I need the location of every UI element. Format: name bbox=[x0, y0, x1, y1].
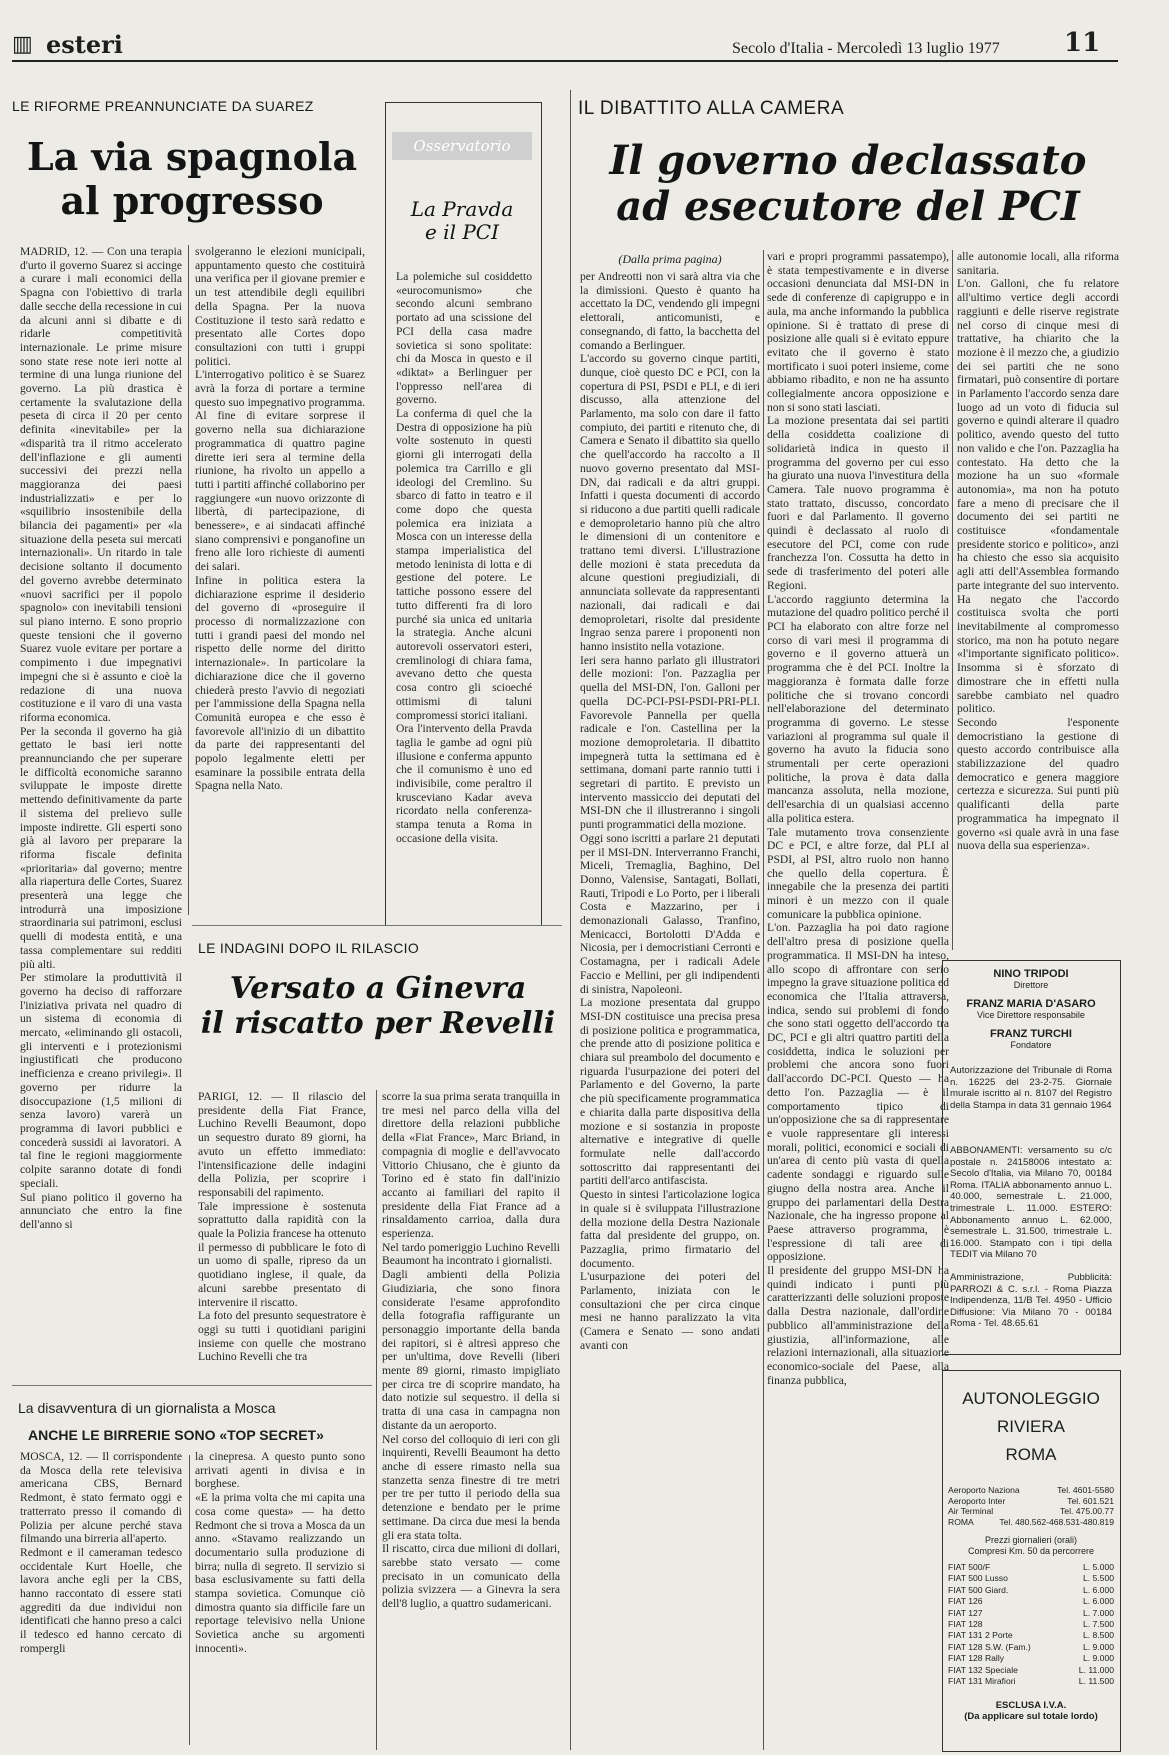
phone-number: Tel. 480.562-468.531-480.819 bbox=[999, 1516, 1114, 1527]
camera-kicker: IL DIBATTITO ALLA CAMERA bbox=[578, 98, 845, 119]
daily-price: L. 9.000 bbox=[1082, 1641, 1114, 1652]
daily-price: L. 11.000 bbox=[1078, 1664, 1114, 1675]
daily-price: L. 5.000 bbox=[1082, 1562, 1114, 1572]
vice-director-name: FRANZ MARIA D'ASARO bbox=[966, 998, 1096, 1010]
car-model: FIAT 500 Giard. bbox=[948, 1584, 1009, 1595]
birrerie-column-1: MOSCA, 12. — Il corrispondente da Mosca della rete televisiva americana CBS, Bernard Redmont, è stato fermato oggi e tratterrato presso il comando di Polizia per alcune perché stava filmando una birreria all'aperto. Redmont e il cameraman tedesco occidentale Kurt Hoelle, che lavora anche egli per la CBS, hanno raccontato di essere stati aggrediti da due individui non identificati che hanno preso a calci il tedesco ed hanno cercato di rompergli bbox=[20, 1450, 182, 1655]
daily-price: L. 6.000 bbox=[1082, 1596, 1114, 1607]
car-model: FIAT 128 bbox=[948, 1619, 983, 1630]
phone-number: Tel. 601.521 bbox=[1067, 1495, 1114, 1506]
column-divider bbox=[376, 1090, 377, 1750]
daily-price: L. 7.500 bbox=[1082, 1619, 1114, 1630]
page-number: 11 bbox=[1064, 28, 1101, 58]
rate-row bbox=[948, 1665, 1114, 1676]
director-name: NINO TRIPODI bbox=[993, 968, 1069, 980]
camera-column-2: vari e propri programmi passatempo), è stata tempestivamente e in diverse occasioni denunciata dal MSI-DN in sede di conferenze di capigruppo e in aula, ma anche informando la pubblica opinione. Si è trattato di prese di posizione alle quali si è evitato eppure evitato che il governo è stato mortificato i suoi poteri insieme, come abbiamo ribadito, e non ne ha assunto collegialmente ancora opposizione e non si sono stati lasciati. La mozione presentata dai sei partiti della cosiddetta coalizione di solidarietà indica in questo il programma del governo per cui esso ha giurato una nuova l'investitura della Camera. Tale nuovo programma è stato trattato, discusso, concordato fuori e dal Parlamento. Il governo quindi è declassato al ruolo di esecutore del PCI, come con rude franchezza l'on. Cossutta ha detto in sede di trasferimento del poteri alle Regioni. L'accordo raggiunto determina la mutazione del quadro politico perché il PCI ha elaborato con altre forze nel corso di vari mesi il programma di governo e il governo attuerà un programma che è del PCI. Inoltre la maggioranza è formata dalle forze politiche che si trovano concordi nell'elaborazione del determinato programma di governo. Le stesse variazioni al programma sul quale il governo ha avuto la fiducia sono strumentali per certe operazioni politiche, la prova è data dalla mancanza assoluta, nella mozione, dell'esarchia di un qualsiasi accenno alla politica estera. Tale mutamento trova consenziente DC e PCI, e altre forze, dal PLI al PSDI, al PSI, altro ruolo non hanno che quello della copertura. È innegabile che la presenza dei partiti minori è un mezzo con il quale comunicare la pubblica opinione. L'on. Pazzaglia ha poi dato ragione dell'altro presa di posizione quella programmatica. Il MSI-DN ha inteso, allo scopo di affrontare con serio impegno la grave situazione politica ed economica che l'Italia attraversa, indica, sendo sui problemi di fondo che sono stati oggetto dell'accordo tra DC, PCI e gli altri quattro partiti della cosiddetta, indica le soluzioni per problemi che ancora sono fuori dall'accordo DC-PCI. Questo — ha detto l'on. Pazzaglia — è il comportamento tipico di un'opposizione che sa di rappresentare e vuole rappresentare gli interessi morali, politici, economici e sociali di un'area di cento più vasta di quella cadente sondaggi e riguardo sulle giugno della nostra area. Anche il gruppo dei parlamentari della Destra Nazionale, che ha ingresso propone al Paese attraverso programma, è l'espressione di tali aree di opposizione. Il presidente del gruppo MSI-DN ha quindi indicato i punti più caratterizzanti delle soluzioni proposte dalla Destra nazionale, dall'ordine pubblico all'amministrazione della giustizia, all'informazione, alle relazioni internazionali, alla situazione economico-sociale del Paese, alla finanza pubblica, bbox=[767, 250, 949, 1387]
rate-row bbox=[948, 1573, 1114, 1584]
phone-number: Tel. 475.00.77 bbox=[1060, 1506, 1114, 1517]
phone-label: Aeroporto Naziona bbox=[948, 1485, 1020, 1495]
camera-headline: Il governo declassato ad esecutore del PCI bbox=[609, 137, 1087, 230]
osservatorio-headline: La Pravda e il PCI bbox=[410, 197, 514, 244]
masthead-rule bbox=[12, 60, 1118, 62]
rate-row bbox=[948, 1676, 1114, 1687]
daily-price: L. 7.000 bbox=[1082, 1607, 1114, 1618]
car-model: FIAT 128 S.W. (Fam.) bbox=[948, 1641, 1031, 1652]
suarez-kicker: LE RIFORME PREANNUNCIATE DA SUAREZ bbox=[12, 98, 314, 114]
revelli-headline: Versato a Ginevra il riscatto per Revelli bbox=[200, 971, 556, 1041]
phone-row bbox=[948, 1517, 1114, 1528]
camera-column-3: alle autonomie locali, alla riforma sanitaria. L'on. Galloni, che fu relatore all'ultimo vertice degli accordi raggiunti e delle riserve registrate nel corso di cinque mesi di trattative, ha chiarito che la mozione è il mezzo che, a giudizio dei sei partiti che ne sono firmatari, può consentire di portare in Parlamento l'accordo senza dare luogo ad un voto di fiducia sul governo e quindi alterare il quadro politico, avendo questo del tutto non valido e che l'on. Pazzaglia ha contestato. Ha detto che la mozione ha un suo «formale autonomia», ma non ha potuto fare a meno di precisare che il documento dei sei partiti ne costituisce «fondamentale presidente storico e politico», anzi ha chiesto che esso sia acquisito agli atti dell'Assemblea formando parte integrante del suo intervento. Ha negato che l'accordo costituisca svolta che porti inevitabilmente al compromesso storico, ma non ha potuto negare «l'importante significato politico». Insomma si è sforzato di dimostrare che in effetti nulla sarebbe cambiato nel quadro politico. Secondo l'esponente democristiano la gestione di questo accordo contribuisce alla stabilizzazione del quadro democratico e genera maggiore certezza e sicurezza. Sui punti più qualificanti della parte programmatica ha impegnato il governo «si quale avrà in una fase nuova della sua esperienza». bbox=[957, 250, 1119, 853]
autonoleggio-footer: ESCLUSA I.V.A. (Da applicare sul totale lordo) bbox=[964, 1700, 1098, 1722]
rate-row bbox=[948, 1642, 1114, 1653]
osservatorio-text: La polemiche sul cosiddetto «eurocomunismo» che secondo alcuni sembrano portato ad una scissione del PCI della casa madre sovietica si sono spolitate: chi da Mosca in questo e il «diktat» a Berlinguer per l'oppresso nell'area di governo. La conferma di quel che la Destra di opposizione ha più volte sostenuto in questi giorni gli interrogati della polemica tra Carrillo e gli ideologi del Cremlino. Su sbarco di fatto in teatro e il come dopo che questa polemica era iniziata a Mosca con un interesse della stampa imperialistica del metodo leninista di lotta e di gestione del potere. Le tattiche possono essere del tutto differenti fra di loro purché sia unica ed unitaria la strategia. Anche alcuni autorevoli osservatori esteri, cremlinologi di chiara fama, avevano detto che questa cosa contro gli scioeché ottimismi di taluni compromessi storici italiani. Ora l'intervento della Pravda taglia le gambe ad ogni più illusione e conferma appunto che il comunismo è uno ed indivisibile, come peraltro il krusceviano Kadar aveva ricordato nella conferenza-stampa tenuta a Roma in occasione della visita. bbox=[396, 270, 532, 845]
phone-row bbox=[948, 1506, 1114, 1517]
camera-continuation: (Dalla prima pagina) bbox=[618, 252, 722, 266]
car-model: FIAT 500 Lusso bbox=[948, 1573, 1008, 1584]
staff-administration: Amministrazione, Pubblicità: PARROZI & C. s.r.l. - Roma Piazza Indipendenza, 11/B Tel. 4950 - Ufficio Diffusione: Via Milano 70 - 00184 Roma - Tel. 48.65.61 bbox=[950, 1272, 1112, 1330]
autonoleggio-rates-title: Prezzi giornalieri (orali) Compresi Km. 50 da percorrere bbox=[967, 1535, 1095, 1556]
car-model: FIAT 128 Rally bbox=[948, 1653, 1005, 1664]
phone-label: ROMA bbox=[948, 1516, 974, 1527]
suarez-column-1: MADRID, 12. — Con una terapia d'urto il governo Suarez si accinge a curare i mali economici della Spagna con l'obiettivo di trarla dalle secche della recessione in cui da alcuni anni si dibatte e di ridarle competitività internazionale. Le prime misure sono state rese note ieri notte al termine di una lunga riunione del governo. La più drastica è certamente la svalutazione della peseta di circa il 20 per cento definita «inevitabile» per la «disparità tra il ritmo accelerato dell'inflazione e gli aumenti successivi dei prezzi nella maggioranza dei paesi industrializzati» e per lo «squilibrio insostenibile della bilancia dei pagamenti» per «la situazione della peseta sui mercati internazionali». Un ritardo in tale decisione soltanto il documento del governo avrebbe determinato «nuovi sacrifici per il popolo spagnolo» con inevitabili tensioni sul piano interno. E sono proprio queste tensioni che il governo Suarez vuole evitare per portare a compimento i due impegnativi impegni che si è assunto e cioè la redazione di una nuova costituzione e il varo di una vasta riforma economica. Per la seconda il governo ha già gettato le basi ieri notte preannunciando che per superare le difficoltà economiche saranno sviluppate le imposte dirette mettendo definitivamente da parte il sistema del prelievo sulle imposte indirette. Gli esperti sono già al lavoro per preparare la riforma fiscale definita «prioritaria» dal governo; mentre alla riapertura delle Cortes, Suarez presenterà una legge che introdurrà una imposizione straordinaria sui patrimoni, esclusi quelli di modesta entità, e una tassa complementare sui redditi più alti. Per stimolare la produttività il governo ha deciso di rafforzare l'iniziativa privata nel quadro di un sistema di economia di mercato, «eliminando gli ostacoli, gli interventi e i protezionismi ingiustificati che producono inefficienza e creano privilegi». Il governo per ridurre la disoccupazione (1,5 milioni di senza lavoro) varerà un programma di lavori pubblici e concederà sussidi ai lavoratori. A tal fine le regioni maggiormente colpite saranno dotate di fondi speciali. Sul piano politico il governo ha annunciato che entro la fine dell'anno si bbox=[20, 245, 182, 1231]
daily-price: L. 6.000 bbox=[1082, 1584, 1114, 1595]
column-divider bbox=[189, 1455, 190, 1745]
daily-price: L. 8.500 bbox=[1082, 1630, 1114, 1641]
column-divider bbox=[952, 250, 953, 950]
rate-row bbox=[948, 1562, 1114, 1573]
column-divider bbox=[188, 245, 189, 915]
section-name: esteri bbox=[46, 30, 123, 59]
rate-row bbox=[948, 1608, 1114, 1619]
phone-label: Aeroporto Inter bbox=[948, 1495, 1006, 1506]
newspaper-logo-icon: ▥ bbox=[12, 31, 33, 56]
daily-price: L. 5.500 bbox=[1082, 1573, 1114, 1584]
staff-subscriptions: ABBONAMENTI: versamento su c/c postale n. 24158006 intestato a: Secolo d'Italia, via Milano 70, 00184 Roma. ITALIA abbonamento annuo L. 40.000, semestrale L. 21.000, trimestrale L. 11.000. ESTERO: Abbonamento annuo L. 62.000, semestrale L. 31.500, trimestrale L. 16.000. Stampato con i tipi della TEDIT via Milano 70 bbox=[950, 1145, 1112, 1261]
suarez-headline: La via spagnola al progresso bbox=[26, 134, 358, 223]
phone-number: Tel. 4601-5580 bbox=[1057, 1485, 1114, 1495]
osservatorio-label: Osservatorio bbox=[392, 132, 532, 160]
revelli-column-1: PARIGI, 12. — Il rilascio del presidente della Fiat France, Luchino Revelli Beaumont, dopo un sequestro durato 89 giorni, ha avuto un effetto immediato: l'intensificazione delle indagini della Polizia, per scoprire i responsabili del rapimento. Tale impressione è sostenuta soprattutto dalla rapidità con la quale la Polizia francese ha ottenuto il permesso di pubblicare le foto di un uomo di spalle, ripreso da un quotidiano inglese, il quale, da alcuni sarebbe presentato di intervenire il riscatto. La foto del presunto sequestratore è oggi su tutti i quotidiani parigini insieme con quelle che mostrano Luchino Revelli che tra bbox=[198, 1090, 366, 1364]
phone-label: Air Terminal bbox=[948, 1506, 994, 1517]
car-model: FIAT 131 2 Porte bbox=[948, 1630, 1013, 1641]
rate-row bbox=[948, 1630, 1114, 1641]
birrerie-top-rule bbox=[12, 1385, 372, 1386]
birrerie-kicker: La disavventura di un giornalista a Mosca bbox=[18, 1400, 276, 1416]
revelli-kicker: LE INDAGINI DOPO IL RILASCIO bbox=[198, 940, 420, 956]
phone-row bbox=[948, 1485, 1114, 1496]
car-model: FIAT 131 Mirafiori bbox=[948, 1676, 1016, 1687]
revelli-top-rule bbox=[192, 925, 562, 926]
car-model: FIAT 132 Speciale bbox=[948, 1664, 1018, 1675]
rate-row bbox=[948, 1596, 1114, 1607]
camera-column-1: per Andreotti non vi sarà altra via che la dimissioni. Questo è quanto ha accettato la DC, vendendo gli impegni elettorali, anticomunisti, e consegnando, di fatto, la bacchetta del comando a Berlinguer. L'accordo su governo cinque partiti, dunque, cioè questo DC e PCI, con la copertura di PSI, PSDI e PLI, e di ieri discusso, alla attenzione del Parlamento, ma solo con dare il fatto compiuto, dei partiti e ritenuto che, di Camera e Senato il dibattito sia quello che quell'accordo ha raccolto a Il nuovo governo presentato dal MSI-DN, dai radicali e da altri gruppi. Infatti i questa documenti di accordo si riducono a due partiti quelli radicale e demoproletario hanno più che altro le dimensioni di un contenitore e trattano temi diversi. L'illustrazione delle mozioni è stata preceduta da alcune questioni pregiudiziali, di annunciata sollevate da rappresentanti nazionali, dai radicali e dai demoproletari, risolte dal presidente Ingrao senza parere i proponenti non hanno insistito nella votazione. Ieri sera hanno parlato gli illustratori delle mozioni: l'on. Pazzaglia per quella del MSI-DN, l'on. Galloni per quella DC-PCI-PSI-PSDI-PRI-PLI. Favorevole Pannella per quella radicale e l'on. Castellina per la mozione demoproletaria. Il dibattito impegnerà tutta la settimana ed è settimana, domani parte rannio tutti i segretari di partito. E previsto un intervento massiccio dei deputati del MSI-DN che il illustreranno i singoli punti programmatici della mozione. Oggi sono iscritti a parlare 21 deputati per il MSI-DN. Interverranno Franchi, Miceli, Tremaglia, Baghino, Del Donno, Valensise, Santagati, Bollati, Rauti, Tripodi e Lo Porto, per i liberali Costa e Mazzarino, per i demonazionali Galasso, Tranfino, Menicacci, Bortolotti D'Adda e Nicosia, per i democristiani Cerronti e Costamagna, per i radicali Adele Faccio e Mellini, per gli indipendenti di sinistra, Napoleoni. La mozione presentata dal gruppo MSI-DN costituisce una precisa presa di posizione politica e programmatica, che prende atto di posizione politica e chiara sul preambolo del documento e riguarda l'usurpazione dei poteri del Parlamento e del Governo, la parte che più specificamente programmatica e chiarita dalla parte dispositiva della mozione e si sostanzia in proposte alternative e integrative di quelle formulate nelle dall'accordo sottoscritto dai rappresentanti dei partiti dell'arco antifascista. Questo in sintesi l'articolazione logica in quale si è sviluppata l'illustrazione della mozione della Destra Nazionale fatta dal presidente del gruppo, on. Pazzaglia, primo firmatario del documento. L'usurpazione dei poteri del Parlamento, iniziata con le consultazioni che per circa cinque mesi ne hanno paralizzato la vita (Camera e Senato — sono andati avanti con bbox=[580, 270, 760, 1352]
vice-director-title: Vice Direttore responsabile bbox=[977, 1010, 1085, 1020]
column-divider bbox=[570, 90, 571, 1750]
rate-row bbox=[948, 1619, 1114, 1630]
car-model: FIAT 127 bbox=[948, 1607, 983, 1618]
car-model: FIAT 500/F bbox=[948, 1562, 991, 1572]
phone-row bbox=[948, 1496, 1114, 1507]
autonoleggio-rates bbox=[948, 1562, 1114, 1687]
suarez-column-2: svolgeranno le elezioni municipali, appuntamento questo che costituirà una verifica per il giovane premier e un test attendibile degli equilibri della Spagna. Per la nuova Costituzione il testo sarà redatto e presentato alle Cortes dopo consultazioni con tutti i gruppi politici. L'interrogativo politico è se Suarez avrà la forza di portare a termine questo suo impegnativo programma. Al fine di evitare sorprese il governo nella sua dichiarazione programmatica di quattro pagine dirette ieri sera al termine della riunione, ha rivolto un appello a tutti i partiti affinché collaborino per raggiungere «un nuovo orizzonte di libertà, di partecipazione, di benessere», e ai sindacati affinché siano comprensivi e ponganofine un freno alle loro richieste di aumenti dei salari. Infine in politica estera la dichiarazione esprime il desiderio del governo di «proseguire il processo di normalizzazione con tutti i grandi paesi del mondo nel rispetto delle norme del diritto internazionale». In particolare la dichiarazione dice che il governo chiederà presto l'avvio di negoziati per l'ammissione della Spagna nella Comunità europea e che esso è favorevole all'inizio di un dibattito da parte dei rappresentanti del popolo legalmente eletti per esaminare la possibile entrata della Spagna nella Nato. bbox=[195, 245, 365, 793]
founder-title: Fondatore bbox=[1010, 1040, 1052, 1050]
column-divider bbox=[763, 250, 764, 1750]
autonoleggio-phones bbox=[948, 1485, 1114, 1527]
masthead bbox=[12, 18, 1157, 78]
founder-name: FRANZ TURCHI bbox=[990, 1028, 1072, 1040]
birrerie-column-2: la cinepresa. A questo punto sono arrivati agenti in divisa e in borghese. «E la prima volta che mi capita una cosa come questa» — ha detto Redmont che si trova a Mosca da un anno. «Stavamo realizzando un documentario sulla produzione di birra; nulla di segreto. Il servizio si basa esclusivamente su fatti della stampa sovietica. Comunque ciò dimostra quanto sia difficile fare un reportage televisivo nella Unione Sovietica anche su argomenti innocenti». bbox=[195, 1450, 365, 1655]
birrerie-headline: ANCHE LE BIRRERIE SONO «TOP SECRET» bbox=[28, 1427, 324, 1443]
rate-row bbox=[948, 1653, 1114, 1664]
director-title: Direttore bbox=[1013, 980, 1049, 990]
car-model: FIAT 126 bbox=[948, 1596, 983, 1607]
daily-price: L. 9.000 bbox=[1082, 1653, 1114, 1664]
staff-credits bbox=[948, 968, 1114, 1058]
staff-authorization: Autorizzazione del Tribunale di Roma n. 16225 del 23-2-75. Giornale murale iscritto al n. 8107 del Registro della Stampa in data 31 gennaio 1964 bbox=[950, 1065, 1112, 1111]
autonoleggio-title: AUTONOLEGGIO RIVIERA ROMA bbox=[962, 1389, 1100, 1464]
daily-price: L. 11.500 bbox=[1078, 1676, 1114, 1687]
revelli-column-2: scorre la sua prima serata tranquilla in tre mesi nel parco della villa del direttore della relazioni pubbliche della «Fiat France», Marc Briand, in compagnia di moglie e dell'avvocato Vittorio Chiusano, che è giunto da Torino ed è stato fin dall'inizio accanto ai familiari del rapito il presidente della Fiat France ad a rinsaldamento carrioa, dalla dura esperienza. Nel tardo pomeriggio Luchino Revelli Beaumont ha incontrato i giornalisti. Dagli ambienti della Polizia Giudiziaria, che sono finora considerate l'esame approfondito della fotografia raffigurante un personaggio importante della banda dei rapitori, si è altresì appreso che per un'ultima, dove Revelli (liberi mente 89 giorni, rimasto impigliato per circa tre di scoprire mandato, ha dato notizie sul sequestro. il della si tratta di una casa in campagna non distante da un aeroporto. Nel corso del colloquio di ieri con gli inquirenti, Revelli Beaumont ha detto anche di essere rimasto nella sua stanzetta senza finestre di tre metri per tre per tutto il periodo della sua detenzione e bendato per le prime settimane. Da circa due mesi la benda gli era stata tolta. Il riscatto, circa due milioni di dollari, sarebbe stato versato — come precisato in un comunicato della polizia svizzera — a Ginevra la sera dell'8 luglio, a quattro sudamericani. bbox=[382, 1090, 560, 1611]
rate-row bbox=[948, 1585, 1114, 1596]
dateline: Secolo d'Italia - Mercoledì 13 luglio 1977 bbox=[732, 40, 1000, 57]
